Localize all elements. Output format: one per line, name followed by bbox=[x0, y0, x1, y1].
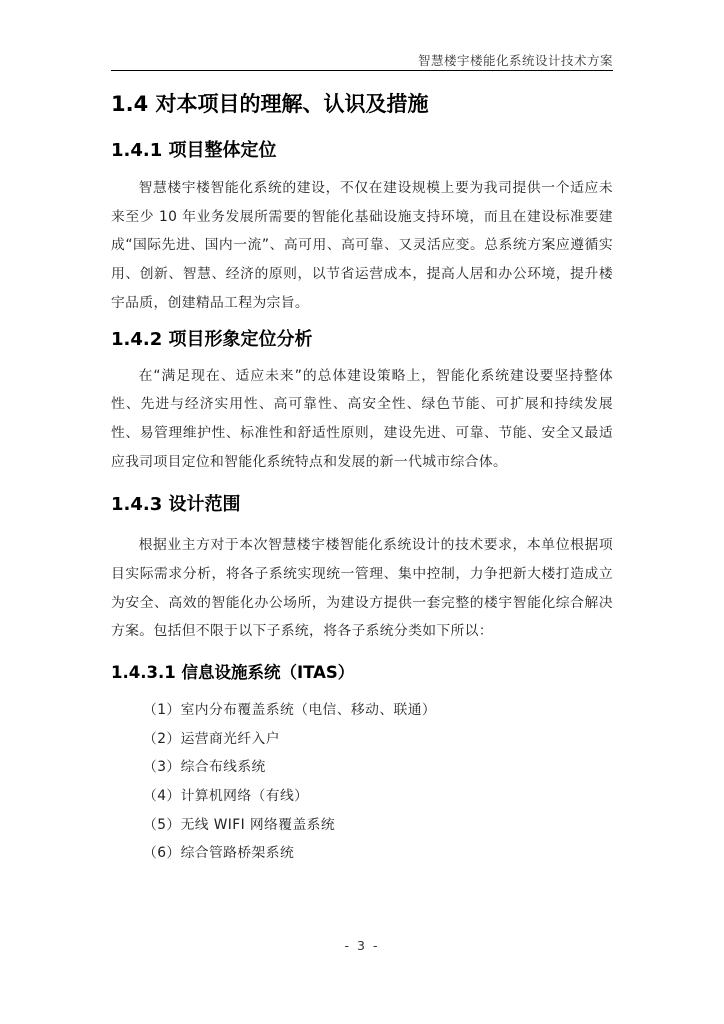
subsection-title-1-4-2: 1.4.2 项目形象定位分析 bbox=[111, 328, 313, 350]
list-item: （4）计算机网络（有线） bbox=[143, 787, 309, 804]
list-item: （2）运营商光纤入户 bbox=[143, 730, 280, 747]
subsystem-list bbox=[111, 696, 613, 868]
paragraph-1-4-1: 智慧楼宇楼智能化系统的建设，不仅在建设规模上要为我司提供一个适应未来至少 10 年业务发展所需要的智能化基础设施支持环境，而且在建设标准要建成“国际先进、国内一流”、高可用、高可靠、又灵活应变。总系统方案应遵循实用、创新、智慧、经济的原则，以节省运营成本，提高人居和办公环境，提升楼宇品质，创建精品工程为宗旨。 bbox=[111, 180, 613, 311]
header-divider bbox=[111, 70, 613, 71]
subsubsection-title-1-4-3-1: 1.4.3.1 信息设施系统（ITAS） bbox=[111, 663, 355, 683]
subsection-title-1-4-1: 1.4.1 项目整体定位 bbox=[111, 140, 277, 161]
list-item: （1）室内分布覆盖系统（电信、移动、联通） bbox=[143, 702, 437, 719]
list-item: （5）无线 WIFI 网络覆盖系统 bbox=[143, 816, 336, 833]
page-number: - 3 - bbox=[344, 938, 380, 953]
page-body bbox=[111, 86, 613, 868]
subsection-title-1-4-3: 1.4.3 设计范围 bbox=[111, 494, 241, 516]
paragraph-1-4-3: 根据业主方对于本次智慧楼宇楼智能化系统设计的技术要求，本单位根据项目实际需求分析，将各子系统实现统一管理、集中控制，力争把新大楼打造成立为安全、高效的智能化办公场所，为建设方提供一套完整的楼宇智能化综合解决方案。包括但不限于以下子系统，将各子系统分类如下所以： bbox=[111, 537, 613, 640]
list-item: （3）综合布线系统 bbox=[143, 759, 266, 776]
running-header: 智慧楼宇楼能化系统设计技术方案 bbox=[417, 53, 613, 68]
list-item: （6）综合管路桥架系统 bbox=[143, 845, 295, 862]
paragraph-1-4-2: 在“满足现在、适应未来”的总体建设策略上，智能化系统建设要坚持整体性、先进与经济实用性、高可靠性、高安全性、绿色节能、可扩展和持续发展性、易管理维护性、标准性和舒适性原则，建设先进、可靠、节能、安全又最适应我司项目定位和智能化系统特点和发展的新一代城市综合体。 bbox=[111, 367, 613, 470]
section-title: 1.4 对本项目的理解、认识及措施 bbox=[111, 92, 429, 116]
